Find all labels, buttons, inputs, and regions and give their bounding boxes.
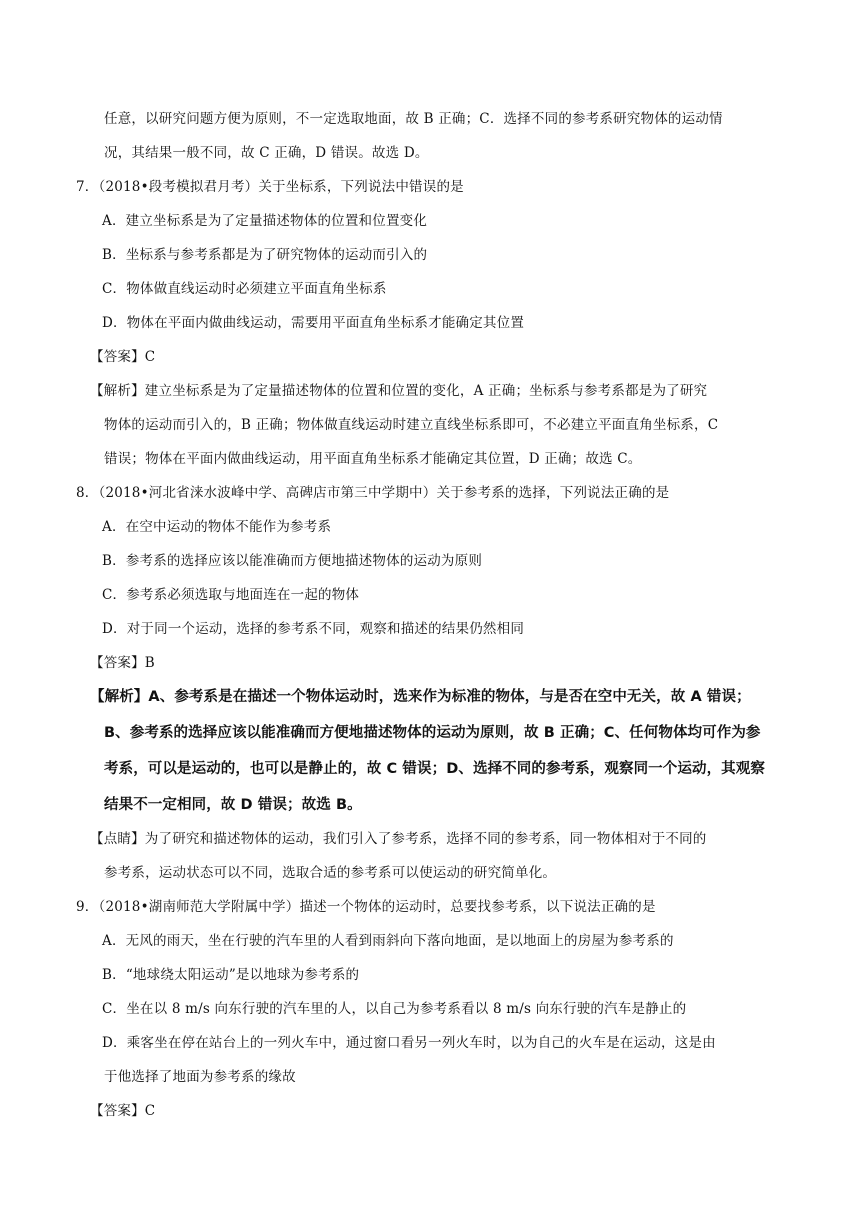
q9-option-a: A．无风的雨天，坐在行驶的汽车里的人看到雨斜向下落向地面，是以地面上的房屋为参考系的 bbox=[102, 933, 674, 949]
q8-option-d: D．对于同一个运动，选择的参考系不同，观察和描述的结果仍然相同 bbox=[102, 621, 525, 637]
q9-option-d-line-2: 于他选择了地面为参考系的缘故 bbox=[104, 1069, 296, 1085]
q7-analysis-line-1: 【解析】建立坐标系是为了定量描述物体的位置和位置的变化，A 正确；坐标系与参考系都是为了研究 bbox=[90, 383, 708, 399]
q8-analysis-line-2: B、参考系的选择应该以能准确而方便地描述物体的运动为原则，故 B 正确；C、任何物体均可作为参 bbox=[104, 725, 761, 741]
q7-analysis-line-2: 物体的运动而引入的，B 正确；物体做直线运动时建立直线坐标系即可，不必建立平面直角坐标系，C bbox=[104, 417, 719, 433]
q6-analysis-line-1: 任意，以研究问题方便为原则，不一定选取地面，故 B 正确；C．选择不同的参考系研究物体的运动情 bbox=[104, 111, 723, 127]
q6-analysis-line-2: 况，其结果一般不同，故 C 正确，D 错误。故选 D。 bbox=[104, 145, 429, 161]
q9-option-b: B．“地球绕太阳运动”是以地球为参考系的 bbox=[102, 967, 360, 983]
q9-stem: 9．（2018•湖南师范大学附属中学）描述一个物体的运动时，总要找参考系，以下说法正确的是 bbox=[76, 899, 656, 915]
q8-option-b: B．参考系的选择应该以能准确而方便地描述物体的运动为原则 bbox=[102, 553, 483, 569]
q7-option-b: B．坐标系与参考系都是为了研究物体的运动而引入的 bbox=[102, 247, 428, 263]
q9-option-d-line-1: D．乘客坐在停在站台上的一列火车中，通过窗口看另一列火车时，以为自己的火车是在运动，这是由 bbox=[102, 1035, 716, 1051]
q8-analysis-line-4: 结果不一定相同，故 D 错误；故选 B。 bbox=[104, 797, 362, 813]
q8-comment-line-1: 【点睛】为了研究和描述物体的运动，我们引入了参考系，选择不同的参考系，同一物体相对于不同的 bbox=[90, 831, 707, 847]
q8-answer: 【答案】B bbox=[90, 655, 155, 671]
q7-stem: 7．（2018•段考模拟君月考）关于坐标系，下列说法中错误的是 bbox=[76, 179, 464, 195]
q8-stem: 8．（2018•河北省涞水波峰中学、高碑店市第三中学期中）关于参考系的选择，下列说法正确的是 bbox=[76, 485, 670, 501]
q8-analysis-line-1: 【解析】A、参考系是在描述一个物体运动时，选来作为标准的物体，与是否在空中无关，故 A 错误； bbox=[90, 689, 751, 705]
q9-answer: 【答案】C bbox=[90, 1103, 156, 1119]
q7-option-d: D．物体在平面内做曲线运动，需要用平面直角坐标系才能确定其位置 bbox=[102, 315, 525, 331]
q8-option-a: A．在空中运动的物体不能作为参考系 bbox=[102, 519, 332, 535]
q9-option-c: C．坐在以 8 m/s 向东行驶的汽车里的人，以自己为参考系看以 8 m/s 向东行驶的汽车是静止的 bbox=[102, 1001, 687, 1017]
q7-option-a: A．建立坐标系是为了定量描述物体的位置和位置变化 bbox=[102, 213, 428, 229]
q7-answer: 【答案】C bbox=[90, 349, 156, 365]
q8-analysis-line-3: 考系，可以是运动的，也可以是静止的，故 C 错误；D、选择不同的参考系，观察同一个运动，其观察 bbox=[104, 761, 765, 777]
q8-comment-line-2: 参考系，运动状态可以不同，选取合适的参考系可以使运动的研究简单化。 bbox=[104, 865, 557, 881]
q7-option-c: C．物体做直线运动时必须建立平面直角坐标系 bbox=[102, 281, 387, 297]
q8-option-c: C．参考系必须选取与地面连在一起的物体 bbox=[102, 587, 360, 603]
q7-analysis-line-3: 错误；物体在平面内做曲线运动，用平面直角坐标系才能确定其位置，D 正确；故选 C。 bbox=[104, 451, 642, 467]
